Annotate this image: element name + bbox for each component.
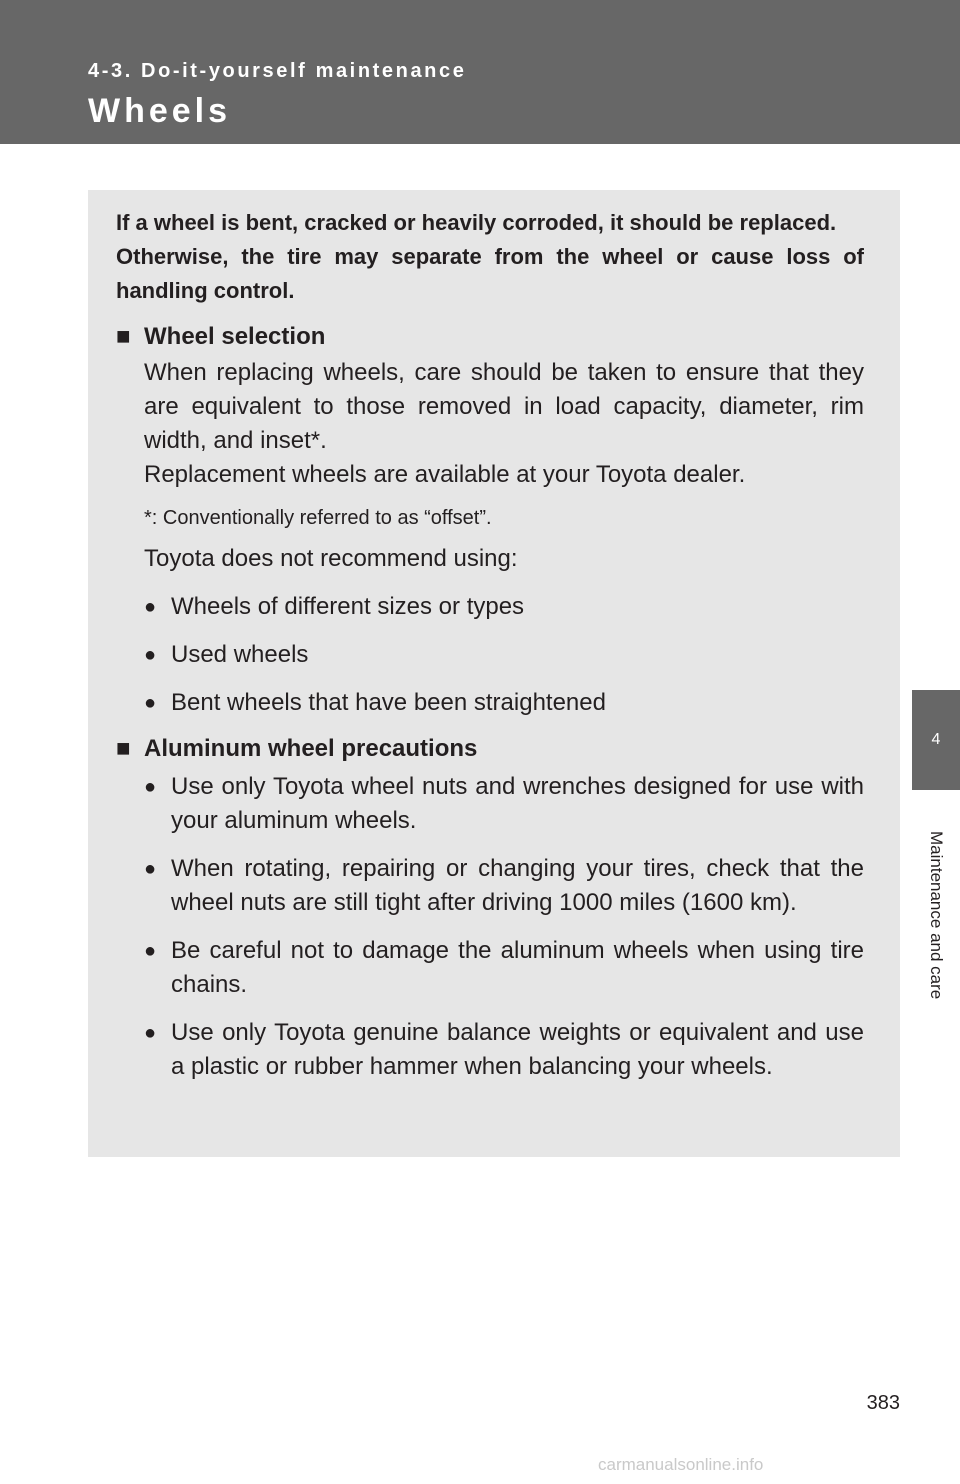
round-bullet-icon: ● bbox=[144, 940, 157, 962]
list-item bbox=[144, 770, 864, 838]
square-bullet-icon: ■ bbox=[116, 323, 131, 350]
chapter-label: Maintenance and care bbox=[927, 830, 946, 1000]
list-item-text: Be careful not to damage the aluminum wheels when using tire chains. bbox=[171, 937, 864, 998]
aluminum-precautions-content bbox=[144, 770, 864, 1084]
list-item bbox=[144, 590, 864, 624]
chapter-side-label bbox=[912, 800, 960, 1030]
list-item-text: Used wheels bbox=[171, 641, 309, 668]
round-bullet-icon: ● bbox=[144, 644, 157, 666]
wheel-selection-text: When replacing wheels, care should be taken to ensure that they are equivalent to those removed in load capacity, diameter, rim width, and inset*. bbox=[144, 359, 864, 454]
list-item bbox=[144, 852, 864, 920]
dealer-note: Replacement wheels are available at your Toyota dealer. bbox=[144, 461, 746, 488]
section-label: 4-3. Do-it-yourself maintenance bbox=[88, 60, 467, 82]
page-title: Wheels bbox=[88, 92, 232, 130]
wheel-selection-heading bbox=[116, 320, 864, 354]
list-item bbox=[144, 1016, 864, 1084]
page-number: 383 bbox=[866, 1392, 900, 1414]
intro-text bbox=[116, 206, 864, 308]
list-item bbox=[144, 686, 864, 720]
not-recommended-list bbox=[144, 590, 864, 720]
round-bullet-icon: ● bbox=[144, 858, 157, 880]
aluminum-precautions-title: Aluminum wheel precautions bbox=[144, 735, 478, 762]
square-bullet-icon: ■ bbox=[116, 735, 131, 762]
aluminum-precautions-list bbox=[144, 770, 864, 1084]
intro-line-1: If a wheel is bent, cracked or heavily corroded, it should be replaced. bbox=[116, 210, 837, 235]
list-item bbox=[144, 934, 864, 1002]
wheel-selection-content bbox=[144, 356, 864, 720]
round-bullet-icon: ● bbox=[144, 596, 157, 618]
list-item-text: When rotating, repairing or changing your tires, check that the wheel nuts are still tight after driving 1000 miles (1600 km). bbox=[171, 855, 864, 916]
offset-footnote: *: Conventionally referred to as “offset”. bbox=[144, 507, 492, 529]
intro-line-2: Otherwise, the tire may separate from the wheel or cause loss of handling control. bbox=[116, 244, 864, 303]
info-panel bbox=[88, 190, 900, 1157]
chapter-number: 4 bbox=[931, 731, 941, 748]
wheel-selection-body bbox=[144, 356, 864, 492]
list-item-text: Use only Toyota genuine balance weights or equivalent and use a plastic or rubber hammer when balancing your wheels. bbox=[171, 1019, 864, 1080]
round-bullet-icon: ● bbox=[144, 1022, 157, 1044]
round-bullet-icon: ● bbox=[144, 776, 157, 798]
list-item-text: Bent wheels that have been straightened bbox=[171, 689, 606, 716]
chapter-tab bbox=[912, 690, 960, 790]
round-bullet-icon: ● bbox=[144, 692, 157, 714]
aluminum-precautions-heading bbox=[116, 732, 864, 766]
wheel-selection-title: Wheel selection bbox=[144, 323, 326, 350]
page-header bbox=[0, 0, 960, 144]
list-item-text: Wheels of different sizes or types bbox=[171, 593, 525, 620]
watermark: carmanualsonline.info bbox=[598, 1455, 764, 1474]
list-item-text: Use only Toyota wheel nuts and wrenches designed for use with your aluminum wheels. bbox=[171, 773, 864, 834]
list-item bbox=[144, 638, 864, 672]
recommend-label: Toyota does not recommend using: bbox=[144, 545, 518, 572]
